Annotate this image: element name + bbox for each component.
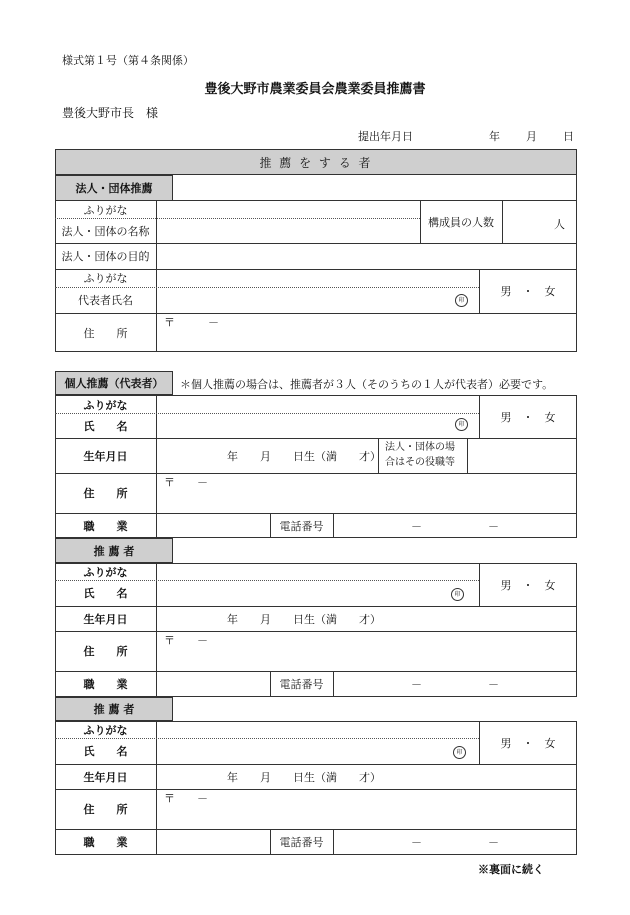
rec1-phone-label: 電話番号 — [279, 678, 324, 691]
seal-mark: 印 — [455, 418, 468, 431]
addressee: 豊後大野市長 様 — [62, 106, 159, 120]
rec1-name-label: 氏 名 — [83, 587, 128, 600]
rec2-address-field[interactable] — [157, 790, 576, 828]
corp-address-label: 住 所 — [83, 326, 128, 340]
rec2-gender[interactable]: 男 ・ 女 — [500, 736, 556, 750]
banner: 推 薦 を す る 者 — [55, 149, 577, 175]
ind-corp-role-field[interactable] — [468, 439, 576, 473]
corp-address-field[interactable] — [157, 314, 576, 351]
ind-phone-label: 電話番号 — [279, 519, 324, 533]
ind-phone-field[interactable]: － － — [411, 519, 499, 533]
page-title: 豊後大野市農業委員会農業委員推薦書 — [204, 82, 426, 97]
ind-gender[interactable]: 男 ・ 女 — [500, 410, 556, 424]
rep-name-label: 代表者氏名 — [78, 294, 133, 307]
rec1-furigana-label: ふりがな — [83, 566, 128, 579]
ind-postal: 〒 － — [164, 476, 208, 489]
ind-corp-role-label: 法人・団体の場 合はその役職等 — [385, 442, 455, 468]
ind-name-label: 氏 名 — [83, 420, 128, 433]
rec1-birth-label: 生年月日 — [83, 612, 128, 626]
rec2-birth-field[interactable]: 年 月 日生（満 才） — [227, 770, 381, 784]
member-count-field[interactable] — [503, 201, 576, 243]
date-label: 提出年月日 — [358, 130, 413, 143]
rec2-name-label: 氏 名 — [83, 745, 128, 758]
rec1-name-field[interactable] — [157, 564, 478, 605]
rec1-job-label: 職 業 — [83, 678, 128, 691]
ind-name-field[interactable] — [157, 396, 478, 438]
corp-postal: 〒 － — [164, 316, 219, 329]
corp-label: 法人・団体推薦 — [55, 175, 173, 201]
seal-mark: 印 — [455, 294, 468, 307]
recommender-2-label: 推 薦 者 — [55, 697, 173, 721]
rec2-job-field[interactable] — [157, 830, 269, 855]
corp-name-field[interactable] — [157, 201, 419, 243]
corp-purpose-field[interactable] — [157, 244, 576, 269]
member-unit: 人 — [554, 218, 565, 231]
corp-name-label: 法人・団体の名称 — [61, 225, 150, 238]
rec1-job-field[interactable] — [157, 672, 269, 697]
date-day: 日 — [563, 130, 574, 143]
rec1-phone-field[interactable]: － － — [411, 678, 499, 691]
corp-purpose-label: 法人・団体の目的 — [61, 250, 150, 263]
rep-name-field[interactable] — [157, 270, 478, 312]
corp-furigana-label: ふりがな — [83, 203, 128, 217]
rec2-job-label: 職 業 — [83, 836, 128, 849]
seal-mark: 印 — [451, 588, 464, 601]
rec2-name-field[interactable] — [157, 722, 478, 763]
ind-furigana-label: ふりがな — [83, 398, 128, 412]
ind-birth-label: 生年月日 — [83, 449, 128, 463]
recommender-1-label: 推 薦 者 — [55, 538, 173, 563]
rec1-gender[interactable]: 男 ・ 女 — [500, 578, 556, 592]
rec2-birth-label: 生年月日 — [83, 770, 128, 784]
ind-job-label: 職 業 — [83, 519, 128, 533]
rec1-birth-field[interactable]: 年 月 日生（満 才） — [227, 612, 381, 626]
date-month: 月 — [526, 130, 537, 143]
continued-note: ※裏面に続く — [478, 863, 544, 876]
rec2-furigana-label: ふりがな — [83, 724, 128, 737]
rec1-address-label: 住 所 — [83, 645, 128, 658]
ind-birth-field[interactable]: 年 月 日生（満 才） — [227, 449, 381, 463]
rec1-postal: 〒 － — [164, 634, 208, 647]
rec2-address-label: 住 所 — [83, 803, 128, 816]
individual-note: ＊個人推薦の場合は、推薦者が３人（そのうちの１人が代表者）必要です。 — [180, 378, 554, 391]
individual-label: 個人推薦（代表者） — [55, 371, 173, 395]
rec2-phone-label: 電話番号 — [279, 836, 324, 849]
rep-gender[interactable]: 男 ・ 女 — [500, 285, 556, 298]
ind-address-label: 住 所 — [83, 487, 128, 500]
ind-job-field[interactable] — [157, 514, 269, 538]
date-year: 年 — [489, 130, 500, 143]
seal-mark: 印 — [453, 746, 466, 759]
form-number: 様式第１号（第４条関係） — [62, 54, 194, 67]
rec2-postal: 〒 － — [164, 792, 208, 805]
ind-address-field[interactable] — [157, 474, 576, 512]
member-count-label: 構成員の人数 — [428, 215, 494, 229]
rec2-phone-field[interactable]: － － — [411, 836, 499, 849]
rep-furigana-label: ふりがな — [83, 272, 128, 285]
rec1-address-field[interactable] — [157, 632, 576, 670]
